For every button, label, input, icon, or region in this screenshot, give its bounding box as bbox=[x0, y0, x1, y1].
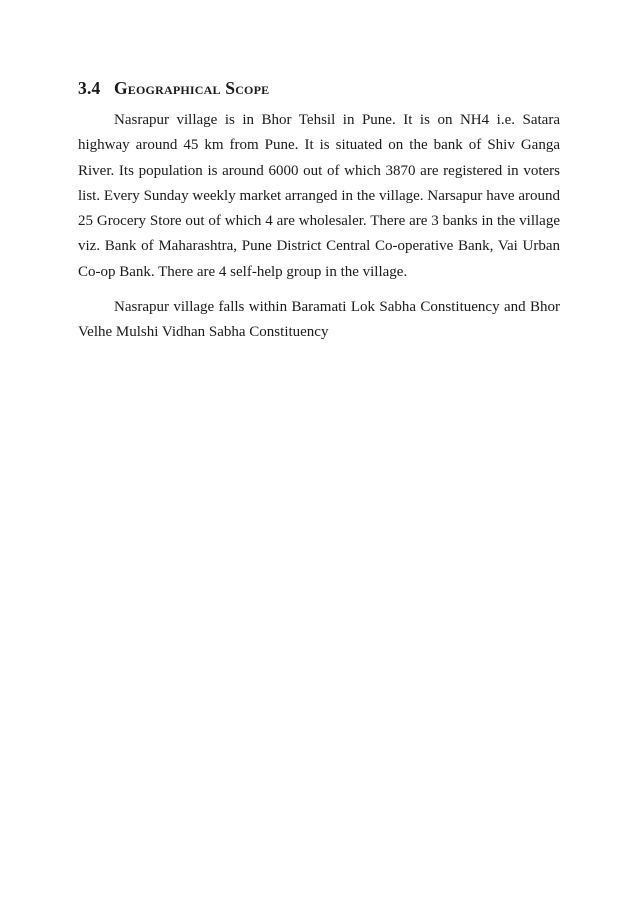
section-number: 3.4 bbox=[78, 78, 101, 98]
section-heading bbox=[78, 78, 269, 99]
paragraph-village-overview: Nasrapur village is in Bhor Tehsil in Pune. It is on NH4 i.e. Satara highway around 45 km from Pune. It is situated on the bank of Shiv Ganga River. Its population is around 6000 out of which 3870 are registered in voters list. Every Sunday weekly market arranged in the village. Narsapur have around 25 Grocery Store out of which 4 are wholesaler. There are 3 banks in the village viz. Bank of Maharashtra, Pune District Central Co-operative Bank, Vai Urban Co-op Bank. There are 4 self-help group in the village. bbox=[78, 112, 560, 280]
paragraph-constituency: Nasrapur village falls within Baramati Lok Sabha Constituency and Bhor Velhe Mulshi Vidhan Sabha Constituency bbox=[78, 299, 560, 341]
section-title: Geographical Scope bbox=[114, 78, 270, 98]
